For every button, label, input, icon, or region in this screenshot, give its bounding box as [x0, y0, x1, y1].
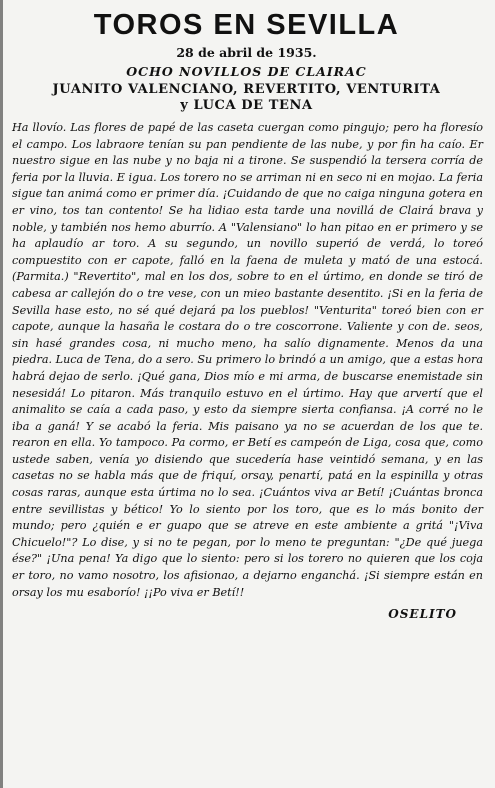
article-signature: OSELITO: [388, 607, 457, 622]
cartel-line-1: JUANITO VALENCIANO, REVERTITO, VENTURITA: [52, 82, 441, 97]
cartel-line-2: y LUCA DE TENA: [180, 98, 313, 113]
article-subtitle: OCHO NOVILLOS DE CLAIRAC: [126, 64, 367, 79]
article-date: 28 de abril de 1935.: [176, 45, 317, 60]
article-headline: TOROS EN SEVILLA: [93, 9, 400, 41]
article-body: Ha llovío. Las flores de papé de las caseta cuergan como pingujo; pero ha floresío el campo. Los labraore tenían su pan pendiente de las nube, y por fin ha caío. Er nuestro sigue en las nube y no baja ni a tirone. Se suspendió la tersera corría de feria por la lluvia. E igua. Los torero no se arriman ni en seco ni en mojao. La feria sigue tan animá como er primer día. ¡Cuidando de que no caiga ninguna gotera en er vino, tos tan contento! Se ha lidiao esta tarde una novillá de Clairá brava y noble, y también nos hemo aburrío. A "Valensiano" lo han pitao en er primero y se ha aplaudío ar toro. A su segundo, un novillo superió de verdá, lo toreó compuestito con er capote, falló en la faena de muleta y mató de una estocá. (Parmita.) "Revertito", mal en los dos, sobre to en el úrtimo, en donde se tiró de cabesa ar callejón do o tre vese, con un mieo bastante desentito. ¡Si en la feria de Sevilla hase esto, no sé qué dejará pa los pueblos! "Venturita" toreó bien con er capote, aunque la hasaña le costara do o tre coscorrone. Valiente y con de. seos, sin hasé grandes cosa, ni mucho meno, ha salío dignamente. Menos da una piedra. Luca de Tena, do a sero. Su primero lo brindó a un amigo, que a estas hora habrá dejao de serlo. ¡Qué gana, Dios mío e mi arma, de buscarse enemistade sin nesesidá! Lo pitaron. Más tranquilo estuvo en el úrtimo. Hay que arvertí que el animalito se caía a cada paso, y esto da siempre sierta confiansa. ¡A corré no le iba a ganá! Y se acabó la feria. Mis paisano ya no se acuerdan de los que te. rearon en ella. Yo tampoco. Pa cormo, er Betí es campeón de Liga, cosa que, como ustede saben, venía yo disiendo que sucedería hase veintidó semana, y en las casetas no se habla más que de friquí, orsay, penartí, patá en la espinilla y otras cosas raras, aunque esta úrtima no lo sea. ¡Cuántos viva ar Betí! ¡Cuántas bronca entre sevillistas y bético! Yo lo siento por los toro, que es lo más bonito der mundo; pero ¿quién e er guapo que se atreve en este ambiente a gritá "¡Viva Chicuelo!"? Lo dise, y si no te pegan, por lo meno te preguntan: "¿De qué juega ése?" ¡Una pena! Ya digo que lo siento: pero si los torero no quieren que los coja er toro, no vamo nosotro, los afisionao, a dejarno enganchá. ¡Si siempre están en orsay los mu esaborío! ¡¡Po viva er Betí!!: [12, 121, 483, 599]
